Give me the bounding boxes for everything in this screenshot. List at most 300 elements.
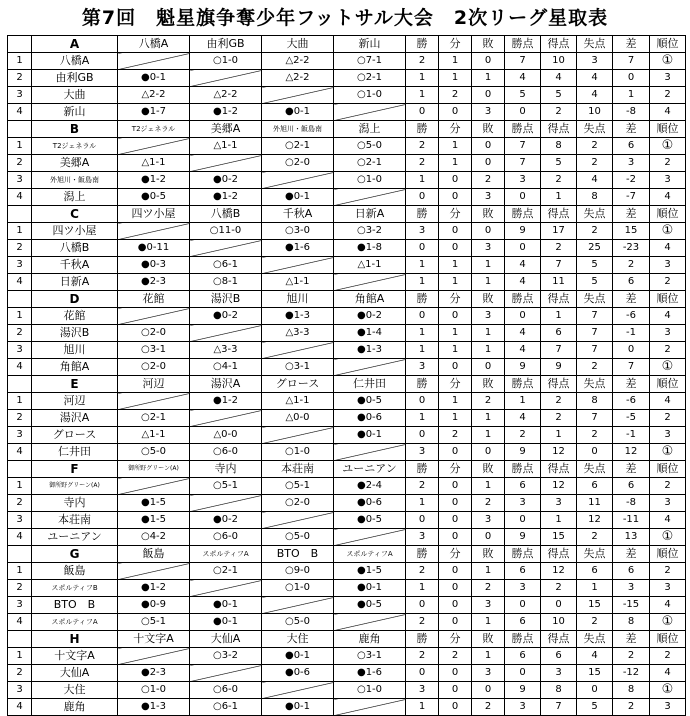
stat-goals-against: 2 <box>577 359 613 376</box>
stat-rank: 3 <box>650 699 686 716</box>
stat-points: 6 <box>505 614 541 631</box>
team-index: 1 <box>8 53 32 70</box>
self-match-cell <box>190 410 262 427</box>
stat-goals-against: 0 <box>577 444 613 461</box>
stat-draws: 0 <box>439 699 472 716</box>
stat-draws: 0 <box>439 359 472 376</box>
match-result: ●1-6 <box>334 665 406 682</box>
self-match-cell <box>190 580 262 597</box>
opponent-header: グロース <box>262 376 334 393</box>
group-letter: C <box>32 206 118 223</box>
stat-goal-diff: 3 <box>613 580 650 597</box>
team-name: 大仙A <box>32 665 118 682</box>
stat-goal-diff: -23 <box>613 240 650 257</box>
stat-wins: 0 <box>406 665 439 682</box>
stat-wins: 2 <box>406 614 439 631</box>
self-match-cell <box>262 87 334 104</box>
stat-rank: 2 <box>650 87 686 104</box>
stat-wins: 1 <box>406 172 439 189</box>
match-result: ●1-3 <box>118 699 190 716</box>
opponent-header: 湯沢B <box>190 291 262 308</box>
opponent-header: 千秋A <box>262 206 334 223</box>
team-row <box>8 614 686 631</box>
self-match-cell <box>262 512 334 529</box>
match-result: ●1-8 <box>334 240 406 257</box>
self-match-cell <box>118 393 190 410</box>
match-result: ●0-1 <box>334 580 406 597</box>
team-row <box>8 699 686 716</box>
stat-losses: 2 <box>472 699 505 716</box>
match-result: ○5-1 <box>118 614 190 631</box>
stat-header: 勝 <box>406 291 439 308</box>
stat-losses: 0 <box>472 529 505 546</box>
team-name: 十文字A <box>32 648 118 665</box>
stat-goal-diff: 2 <box>613 648 650 665</box>
match-result: ○6-0 <box>190 682 262 699</box>
stat-rank: 2 <box>650 274 686 291</box>
stat-losses: 0 <box>472 223 505 240</box>
stat-header: 敗 <box>472 291 505 308</box>
stat-points: 9 <box>505 444 541 461</box>
stat-header: 差 <box>613 206 650 223</box>
stat-draws: 0 <box>439 682 472 699</box>
stat-goal-diff: 2 <box>613 257 650 274</box>
match-result: ○5-1 <box>262 478 334 495</box>
stat-goals-for: 12 <box>541 563 577 580</box>
stat-header: 差 <box>613 631 650 648</box>
stat-goals-for: 2 <box>541 172 577 189</box>
stat-goals-for: 7 <box>541 257 577 274</box>
team-index: 3 <box>8 512 32 529</box>
group-letter: A <box>32 36 118 53</box>
stat-header: 得点 <box>541 546 577 563</box>
stat-draws: 1 <box>439 257 472 274</box>
match-result: △2-2 <box>262 70 334 87</box>
stat-goals-for: 7 <box>541 699 577 716</box>
group-letter: B <box>32 121 118 138</box>
stat-goals-for: 11 <box>541 274 577 291</box>
match-result: ○3-2 <box>190 648 262 665</box>
match-result: ●0-2 <box>334 308 406 325</box>
team-name: 潟上 <box>32 189 118 206</box>
self-match-cell <box>118 648 190 665</box>
stat-points: 4 <box>505 410 541 427</box>
team-index: 3 <box>8 597 32 614</box>
team-name: スポルティフB <box>32 580 118 597</box>
stat-header: 失点 <box>577 206 613 223</box>
self-match-cell <box>262 597 334 614</box>
stat-header: 敗 <box>472 206 505 223</box>
self-match-cell <box>334 614 406 631</box>
stat-goals-against: 15 <box>577 665 613 682</box>
opponent-header: 日新A <box>334 206 406 223</box>
match-result: ○2-0 <box>262 155 334 172</box>
team-row <box>8 563 686 580</box>
stat-wins: 3 <box>406 682 439 699</box>
stat-draws: 0 <box>439 308 472 325</box>
stat-draws: 0 <box>439 478 472 495</box>
stat-header: 得点 <box>541 291 577 308</box>
stat-goals-for: 7 <box>541 342 577 359</box>
match-result: △1-1 <box>334 257 406 274</box>
stat-header: 勝 <box>406 461 439 478</box>
stat-wins: 0 <box>406 512 439 529</box>
match-result: ○3-1 <box>334 648 406 665</box>
team-index: 4 <box>8 444 32 461</box>
stat-points: 1 <box>505 393 541 410</box>
group-corner-cell <box>8 631 32 648</box>
opponent-header: 新山 <box>334 36 406 53</box>
team-index: 4 <box>8 104 32 121</box>
team-index: 3 <box>8 87 32 104</box>
match-result: ○3-0 <box>262 223 334 240</box>
stat-goal-diff: -6 <box>613 308 650 325</box>
stat-goal-diff: 15 <box>613 223 650 240</box>
stat-points: 4 <box>505 342 541 359</box>
stat-points: 3 <box>505 580 541 597</box>
stat-draws: 1 <box>439 53 472 70</box>
stat-rank: 3 <box>650 427 686 444</box>
stat-wins: 2 <box>406 155 439 172</box>
match-result: ●0-6 <box>262 665 334 682</box>
stat-goal-diff: -1 <box>613 427 650 444</box>
team-name: 美郷A <box>32 155 118 172</box>
stat-goals-for: 10 <box>541 53 577 70</box>
opponent-header: 寺内 <box>190 461 262 478</box>
stat-losses: 0 <box>472 444 505 461</box>
match-result: ●0-1 <box>190 614 262 631</box>
stat-goals-for: 8 <box>541 682 577 699</box>
team-name: 寺内 <box>32 495 118 512</box>
match-result: ○2-1 <box>334 155 406 172</box>
team-index: 1 <box>8 563 32 580</box>
team-name: 八橋A <box>32 53 118 70</box>
stat-rank: 3 <box>650 70 686 87</box>
team-name: BTO B <box>32 597 118 614</box>
stat-draws: 1 <box>439 155 472 172</box>
stat-header: 敗 <box>472 631 505 648</box>
team-row <box>8 240 686 257</box>
stat-wins: 1 <box>406 342 439 359</box>
team-index: 1 <box>8 223 32 240</box>
stat-draws: 1 <box>439 138 472 155</box>
stat-wins: 1 <box>406 87 439 104</box>
opponent-header: 八橋B <box>190 206 262 223</box>
stat-points: 4 <box>505 257 541 274</box>
stat-goals-against: 1 <box>577 580 613 597</box>
team-name: 仁井田 <box>32 444 118 461</box>
stat-points: 6 <box>505 478 541 495</box>
stat-points: 0 <box>505 308 541 325</box>
stat-goal-diff: -8 <box>613 104 650 121</box>
opponent-header: T2ジェネラル <box>118 121 190 138</box>
match-result: ●2-3 <box>118 274 190 291</box>
stat-rank: 2 <box>650 342 686 359</box>
stat-header: 分 <box>439 631 472 648</box>
stat-points: 3 <box>505 495 541 512</box>
match-result: ○5-1 <box>190 478 262 495</box>
self-match-cell <box>262 257 334 274</box>
stat-header: 分 <box>439 376 472 393</box>
team-name: 飯島 <box>32 563 118 580</box>
stat-goals-for: 15 <box>541 529 577 546</box>
match-result: ●0-5 <box>334 597 406 614</box>
match-result: ○1-0 <box>334 172 406 189</box>
stat-rank: 4 <box>650 597 686 614</box>
stat-rank: ① <box>650 529 686 546</box>
team-name: 大曲 <box>32 87 118 104</box>
team-name: 花館 <box>32 308 118 325</box>
stat-wins: 0 <box>406 240 439 257</box>
stat-goals-against: 2 <box>577 614 613 631</box>
stat-losses: 2 <box>472 172 505 189</box>
stat-losses: 2 <box>472 580 505 597</box>
team-index: 4 <box>8 699 32 716</box>
opponent-header: 湯沢A <box>190 376 262 393</box>
stat-points: 0 <box>505 189 541 206</box>
match-result: △0-0 <box>190 427 262 444</box>
stat-goal-diff: -6 <box>613 393 650 410</box>
stat-goals-against: 4 <box>577 172 613 189</box>
stat-goal-diff: -2 <box>613 172 650 189</box>
stat-wins: 2 <box>406 563 439 580</box>
stat-draws: 0 <box>439 597 472 614</box>
group-letter: H <box>32 631 118 648</box>
stat-rank: ① <box>650 614 686 631</box>
stat-header: 順位 <box>650 546 686 563</box>
match-result: ●1-5 <box>118 495 190 512</box>
stat-header: 得点 <box>541 206 577 223</box>
team-row <box>8 682 686 699</box>
team-index: 2 <box>8 410 32 427</box>
match-result: △1-1 <box>190 138 262 155</box>
self-match-cell <box>118 563 190 580</box>
stat-goals-for: 2 <box>541 240 577 257</box>
stat-goals-for: 2 <box>541 393 577 410</box>
team-name: ユーニアン <box>32 529 118 546</box>
team-row <box>8 87 686 104</box>
match-result: ●0-1 <box>262 699 334 716</box>
stat-draws: 1 <box>439 274 472 291</box>
stat-rank: 3 <box>650 580 686 597</box>
stat-wins: 3 <box>406 223 439 240</box>
stat-header: 得点 <box>541 376 577 393</box>
stat-losses: 1 <box>472 563 505 580</box>
stat-goals-against: 5 <box>577 274 613 291</box>
stat-goals-for: 17 <box>541 223 577 240</box>
stat-draws: 2 <box>439 427 472 444</box>
stat-points: 4 <box>505 274 541 291</box>
stat-goals-against: 4 <box>577 70 613 87</box>
stat-wins: 3 <box>406 444 439 461</box>
group-corner-cell <box>8 546 32 563</box>
match-result: ●0-3 <box>118 257 190 274</box>
stat-losses: 2 <box>472 495 505 512</box>
stat-wins: 1 <box>406 580 439 597</box>
stat-goals-for: 5 <box>541 155 577 172</box>
group-header-row <box>8 461 686 478</box>
stat-header: 敗 <box>472 121 505 138</box>
match-result: ○1-0 <box>190 53 262 70</box>
team-name: 本荘南 <box>32 512 118 529</box>
stat-rank: 2 <box>650 155 686 172</box>
team-index: 1 <box>8 393 32 410</box>
match-result: ○11-0 <box>190 223 262 240</box>
stat-losses: 0 <box>472 138 505 155</box>
opponent-header: 旭川 <box>262 291 334 308</box>
stat-header: 失点 <box>577 291 613 308</box>
stat-header: 敗 <box>472 461 505 478</box>
team-name: 湯沢A <box>32 410 118 427</box>
stat-points: 3 <box>505 172 541 189</box>
stat-header: 勝点 <box>505 546 541 563</box>
match-result: ○1-0 <box>262 580 334 597</box>
stat-draws: 0 <box>439 172 472 189</box>
stat-points: 5 <box>505 87 541 104</box>
stat-points: 3 <box>505 699 541 716</box>
match-result: △3-3 <box>262 325 334 342</box>
stat-wins: 2 <box>406 478 439 495</box>
stat-wins: 0 <box>406 393 439 410</box>
opponent-header: 鹿角 <box>334 631 406 648</box>
stat-points: 2 <box>505 427 541 444</box>
match-result: ○3-2 <box>334 223 406 240</box>
self-match-cell <box>190 240 262 257</box>
stat-goals-for: 6 <box>541 648 577 665</box>
match-result: ○7-1 <box>334 53 406 70</box>
opponent-header: 外旭川・飯島南 <box>262 121 334 138</box>
stat-header: 分 <box>439 206 472 223</box>
self-match-cell <box>334 699 406 716</box>
stat-points: 0 <box>505 240 541 257</box>
stat-header: 勝 <box>406 206 439 223</box>
stat-goals-for: 3 <box>541 665 577 682</box>
stat-goals-for: 2 <box>541 410 577 427</box>
stat-draws: 0 <box>439 580 472 597</box>
opponent-header: 本荘南 <box>262 461 334 478</box>
opponent-header: ユーニアン <box>334 461 406 478</box>
match-result: ●1-2 <box>190 393 262 410</box>
opponent-header: 由利GB <box>190 36 262 53</box>
stat-goals-against: 2 <box>577 427 613 444</box>
opponent-header: 美郷A <box>190 121 262 138</box>
group-header-row <box>8 631 686 648</box>
match-result: ●1-5 <box>118 512 190 529</box>
match-result: ○8-1 <box>190 274 262 291</box>
self-match-cell <box>262 427 334 444</box>
match-result: ●0-1 <box>190 597 262 614</box>
match-result: ●0-1 <box>262 104 334 121</box>
match-result: ○9-0 <box>262 563 334 580</box>
stat-goals-against: 7 <box>577 325 613 342</box>
stat-header: 分 <box>439 291 472 308</box>
stat-rank: 4 <box>650 665 686 682</box>
team-name: 四ツ小屋 <box>32 223 118 240</box>
stat-header: 分 <box>439 461 472 478</box>
stat-header: 失点 <box>577 376 613 393</box>
match-result: △2-2 <box>190 87 262 104</box>
stat-draws: 1 <box>439 410 472 427</box>
stat-goals-against: 7 <box>577 342 613 359</box>
stat-rank: 3 <box>650 172 686 189</box>
opponent-header: スポルティフA <box>190 546 262 563</box>
team-name: 外旭川・飯島南 <box>32 172 118 189</box>
stat-goal-diff: -7 <box>613 189 650 206</box>
stat-header: 順位 <box>650 631 686 648</box>
stat-rank: ① <box>650 223 686 240</box>
stat-goals-against: 2 <box>577 529 613 546</box>
stat-rank: 3 <box>650 325 686 342</box>
team-name: 角館A <box>32 359 118 376</box>
stat-goals-against: 2 <box>577 138 613 155</box>
opponent-header: 大仙A <box>190 631 262 648</box>
team-row <box>8 427 686 444</box>
team-name: 旭川 <box>32 342 118 359</box>
stat-goals-against: 6 <box>577 478 613 495</box>
stat-losses: 2 <box>472 393 505 410</box>
self-match-cell <box>262 172 334 189</box>
match-result: ●0-1 <box>262 648 334 665</box>
stat-header: 勝 <box>406 631 439 648</box>
team-index: 1 <box>8 308 32 325</box>
group-header-row <box>8 121 686 138</box>
stat-header: 分 <box>439 121 472 138</box>
match-result: ○4-2 <box>118 529 190 546</box>
match-result: ○1-0 <box>118 682 190 699</box>
team-row <box>8 70 686 87</box>
stat-header: 差 <box>613 36 650 53</box>
stat-goals-for: 1 <box>541 427 577 444</box>
stat-goals-against: 7 <box>577 410 613 427</box>
match-result: ●0-2 <box>190 172 262 189</box>
stat-goal-diff: -8 <box>613 495 650 512</box>
stat-goal-diff: 12 <box>613 444 650 461</box>
stat-rank: 3 <box>650 257 686 274</box>
opponent-header: 四ツ小屋 <box>118 206 190 223</box>
match-result: ○5-0 <box>334 138 406 155</box>
match-result: ●1-4 <box>334 325 406 342</box>
team-name: 御所野グリーン(A) <box>32 478 118 495</box>
match-result: ○2-1 <box>262 138 334 155</box>
stat-wins: 3 <box>406 359 439 376</box>
team-index: 2 <box>8 580 32 597</box>
stat-points: 9 <box>505 223 541 240</box>
team-name: 鹿角 <box>32 699 118 716</box>
match-result: ○5-0 <box>262 529 334 546</box>
group-letter: G <box>32 546 118 563</box>
stat-goal-diff: -12 <box>613 665 650 682</box>
stat-goals-for: 5 <box>541 87 577 104</box>
match-result: ●0-1 <box>118 70 190 87</box>
team-row <box>8 155 686 172</box>
stat-goals-against: 4 <box>577 87 613 104</box>
group-corner-cell <box>8 36 32 53</box>
stat-losses: 1 <box>472 478 505 495</box>
team-index: 3 <box>8 682 32 699</box>
stat-rank: 2 <box>650 410 686 427</box>
stat-header: 失点 <box>577 36 613 53</box>
stat-goals-for: 4 <box>541 70 577 87</box>
stat-losses: 1 <box>472 427 505 444</box>
self-match-cell <box>118 478 190 495</box>
stat-rank: ① <box>650 682 686 699</box>
stat-goals-against: 25 <box>577 240 613 257</box>
team-name: スポルティフA <box>32 614 118 631</box>
group-header-row <box>8 291 686 308</box>
group-letter: E <box>32 376 118 393</box>
stat-header: 勝点 <box>505 461 541 478</box>
team-row <box>8 478 686 495</box>
